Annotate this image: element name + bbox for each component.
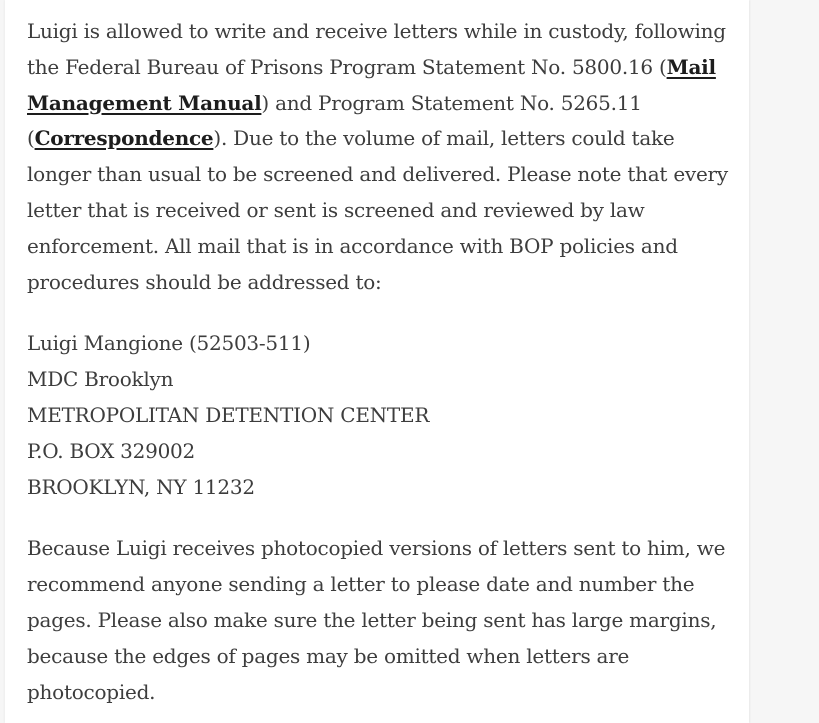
correspondence-link[interactable]: Correspondence [34,126,214,151]
article-body [27,14,739,710]
address-po-box: P.O. BOX 329002 [27,438,196,463]
address-facility-short: MDC Brooklyn [27,367,174,392]
photocopy-note-paragraph: Because Luigi receives photocopied versions of letters sent to him, we recommend anyone sending a letter to please date and number the pages. Please also make sure the letter being sent has large margins, because the edges of pages may be omitted when letters are photocopied. [27,536,726,704]
content-card [5,0,749,723]
address-facility-full: METROPOLITAN DETENTION CENTER [27,402,430,427]
intro-paragraph [27,14,739,300]
intro-text-2: ) and Program Statement No. 5265.11 ( [27,90,642,151]
intro-text-3: ). Due to the volume of mail, letters could take longer than usual to be screened and delivered. Please note that every letter that is received or sent is screened and reviewed by law enforcement. All mail that is in accordance with BOP policies and procedures should be addressed to: [27,126,728,294]
mail-management-manual-link[interactable]: Mail Management Manual [27,54,716,115]
address-city-line: BROOKLYN, NY 11232 [27,474,255,499]
mailing-address [27,326,739,505]
intro-text-1: Luigi is allowed to write and receive letters while in custody, following the Federal Bureau of Prisons Program Statement No. 5800.16 ( [27,19,726,79]
address-name: Luigi Mangione (52503-511) [27,331,311,356]
